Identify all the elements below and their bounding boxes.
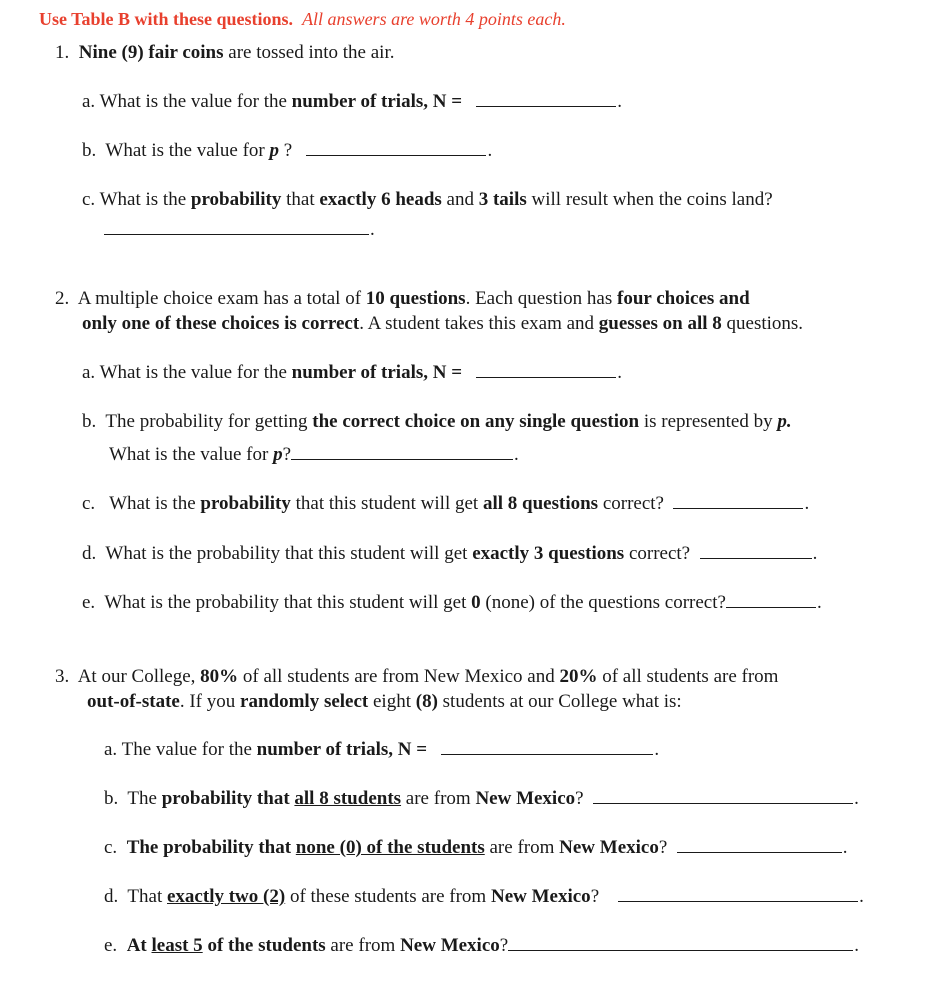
q2a	[82, 362, 622, 384]
q3b-b2: New Mexico	[475, 788, 576, 809]
q2a-label: a.	[82, 362, 96, 383]
q2c-t1: What is the	[109, 493, 196, 514]
q1c-t4: will result when the coins land?	[531, 189, 773, 210]
q2-l1-b1: 10 questions	[365, 288, 466, 309]
q3a-answer-blank[interactable]	[441, 739, 653, 755]
q1-stem	[55, 42, 395, 64]
q3c-u1: none (0) of the students	[295, 837, 485, 858]
q3-l1-b2: 20%	[559, 666, 598, 687]
q1b-label: b.	[82, 140, 97, 161]
q3e-t1: are from	[330, 935, 396, 956]
instructions-header	[39, 8, 566, 30]
q2d-label: d.	[82, 543, 97, 564]
q3a-label: a.	[104, 739, 118, 760]
q1c-t3: and	[446, 189, 474, 210]
q2-l2-t1: . A student takes this exam and	[359, 313, 595, 334]
q3b-t3: ?	[575, 788, 584, 809]
q3d-b1: New Mexico	[490, 886, 591, 907]
q2-l1-b2: four choices and	[617, 288, 750, 309]
q3e-answer-blank[interactable]	[508, 935, 853, 951]
q2b-label: b.	[82, 411, 97, 432]
instructions-italic: All answers are worth 4 points each.	[302, 9, 566, 29]
q2c-t3: correct?	[602, 493, 664, 514]
q2-l2-t2: questions.	[726, 313, 804, 334]
q2e	[82, 592, 822, 614]
q1a	[82, 91, 622, 113]
q3d-t2: of these students are from	[289, 886, 487, 907]
q3c-t1: are from	[489, 837, 555, 858]
q1c-period: .	[370, 219, 375, 240]
q3a-period: .	[654, 739, 660, 760]
q3-l2-t1: . If you	[179, 691, 236, 712]
q2d-period: .	[812, 543, 818, 564]
q3b-label: b.	[104, 788, 119, 809]
q2c-period: .	[804, 493, 810, 514]
q2d-b1: exactly 3 questions	[472, 543, 625, 564]
q1c-answer-blank[interactable]	[104, 219, 369, 235]
q3c-period: .	[842, 837, 848, 858]
q2e-answer-blank[interactable]	[726, 592, 816, 608]
q2a-bold: number of trials, N =	[291, 362, 463, 383]
q1b-qmark: ?	[283, 140, 293, 161]
q3-l1-b1: 80%	[200, 666, 239, 687]
q3-l2-b3: (8)	[415, 691, 438, 712]
q2b-answer-blank[interactable]	[291, 444, 513, 460]
q2a-answer-blank[interactable]	[476, 362, 616, 378]
q3e-u1: least 5	[151, 935, 203, 956]
q2b-t2: is represented by	[643, 411, 773, 432]
q3e-b3: New Mexico	[400, 935, 500, 956]
q1b	[82, 140, 492, 162]
q3d-label: d.	[104, 886, 119, 907]
q2-l2-b1: only one of these choices is correct	[82, 313, 360, 334]
q3d-t3: ?	[590, 886, 600, 907]
q2b-b2: p.	[777, 411, 792, 432]
q2b-line1	[82, 411, 792, 433]
q1a-bold: number of trials, N =	[291, 91, 463, 112]
q3-stem-line1	[55, 666, 778, 688]
q3-l2-t2: eight	[373, 691, 411, 712]
q1c-b1: probability	[190, 189, 282, 210]
q2d-t2: correct?	[628, 543, 691, 564]
q2d-answer-blank[interactable]	[700, 543, 812, 559]
q3e-b2: of the students	[207, 935, 326, 956]
q2c-label: c.	[82, 493, 96, 514]
q3b-answer-blank[interactable]	[593, 788, 853, 804]
q3e	[104, 935, 859, 957]
q2b-t1: The probability for getting	[105, 411, 308, 432]
q2e-t1: What is the probability that this student will get	[104, 592, 467, 613]
q1c-b3: 3 tails	[478, 189, 527, 210]
q1b-period: .	[487, 140, 493, 161]
q3d-answer-blank[interactable]	[618, 886, 858, 902]
q3e-b1: At	[126, 935, 147, 956]
q3c-answer-blank[interactable]	[677, 837, 842, 853]
q2c-b1: probability	[200, 493, 291, 514]
q2-l1-t1: A multiple choice exam has a total of	[77, 288, 362, 309]
q2b-l2-t1: What is the value for	[109, 444, 269, 465]
q3a-bold: number of trials, N =	[256, 739, 428, 760]
q2d-t1: What is the probability that this student will get	[105, 543, 468, 564]
q1a-period: .	[617, 91, 623, 112]
q3b-t1: The	[127, 788, 157, 809]
q2-l1-t2: . Each question has	[465, 288, 613, 309]
q1-number: 1.	[55, 42, 70, 63]
instructions-bold: Use Table B with these questions.	[39, 9, 294, 29]
q1-lead-text: are tossed into the air.	[228, 42, 395, 63]
q3b	[104, 788, 859, 810]
q3d-t1: That	[127, 886, 163, 907]
q1a-answer-blank[interactable]	[476, 91, 616, 107]
q3c	[104, 837, 848, 859]
q2b-l2-p: p	[273, 444, 283, 465]
q1b-answer-blank[interactable]	[306, 140, 486, 156]
q2a-text: What is the value for the	[99, 362, 287, 383]
q1a-label: a.	[82, 91, 96, 112]
q2e-b1: 0	[471, 592, 481, 613]
q1c-t2: that	[286, 189, 315, 210]
q3e-label: e.	[104, 935, 118, 956]
q3c-t2: ?	[658, 837, 668, 858]
q3e-period: .	[854, 935, 859, 956]
q2b-period: .	[514, 444, 519, 465]
q2c-b2: all 8 questions	[482, 493, 599, 514]
q3d-period: .	[859, 886, 864, 907]
q2c-t2: that this student will get	[295, 493, 479, 514]
q1c-answer-line	[104, 219, 375, 241]
q3d	[104, 886, 864, 908]
q1c-b2: exactly 6 heads	[319, 189, 442, 210]
q3c-b1: The probability that	[126, 837, 292, 858]
q1a-text: What is the value for the	[99, 91, 287, 112]
q3b-t2: are from	[405, 788, 471, 809]
q3e-t2: ?	[499, 935, 509, 956]
q3-l1-t1: At our College,	[77, 666, 196, 687]
q2-stem-line1	[55, 288, 750, 310]
q3-l1-t2: of all students are from New Mexico and	[242, 666, 555, 687]
q3-number: 3.	[55, 666, 70, 687]
q3b-b1: probability that	[161, 788, 290, 809]
q2e-t2: (none) of the questions correct?	[485, 592, 726, 613]
q2c	[82, 493, 809, 515]
q3d-u1: exactly two (2)	[167, 886, 286, 907]
q2b-b1: the correct choice on any single question	[312, 411, 640, 432]
q1b-text: What is the value for	[105, 140, 265, 161]
q2-number: 2.	[55, 288, 70, 309]
q2b-l2-qmark: ?	[282, 444, 292, 465]
q3b-u1: all 8 students	[294, 788, 402, 809]
q3c-label: c.	[104, 837, 118, 858]
q1-lead-bold: Nine (9) fair coins	[78, 42, 224, 63]
q3-stem-line2	[87, 691, 682, 713]
q3-l2-t3: students at our College what is:	[442, 691, 682, 712]
q2c-answer-blank[interactable]	[673, 493, 803, 509]
q3a	[104, 739, 659, 761]
q1c-label: c.	[82, 189, 96, 210]
q2b-line2	[109, 444, 519, 466]
q1c-t1: What is the	[99, 189, 187, 210]
q3-l2-b1: out-of-state	[87, 691, 180, 712]
q2-l2-b2: guesses on all 8	[598, 313, 722, 334]
q2e-period: .	[816, 592, 822, 613]
q2-stem-line2	[82, 313, 803, 335]
q1c	[82, 189, 773, 211]
q3a-text: The value for the	[121, 739, 252, 760]
q2d	[82, 543, 817, 565]
q2e-label: e.	[82, 592, 96, 613]
q3c-b2: New Mexico	[559, 837, 659, 858]
q3-l2-b2: randomly select	[240, 691, 369, 712]
q1b-p: p	[269, 140, 280, 161]
q3-l1-t3: of all students are from	[602, 666, 779, 687]
q2a-period: .	[617, 362, 623, 383]
q3b-period: .	[854, 788, 859, 809]
